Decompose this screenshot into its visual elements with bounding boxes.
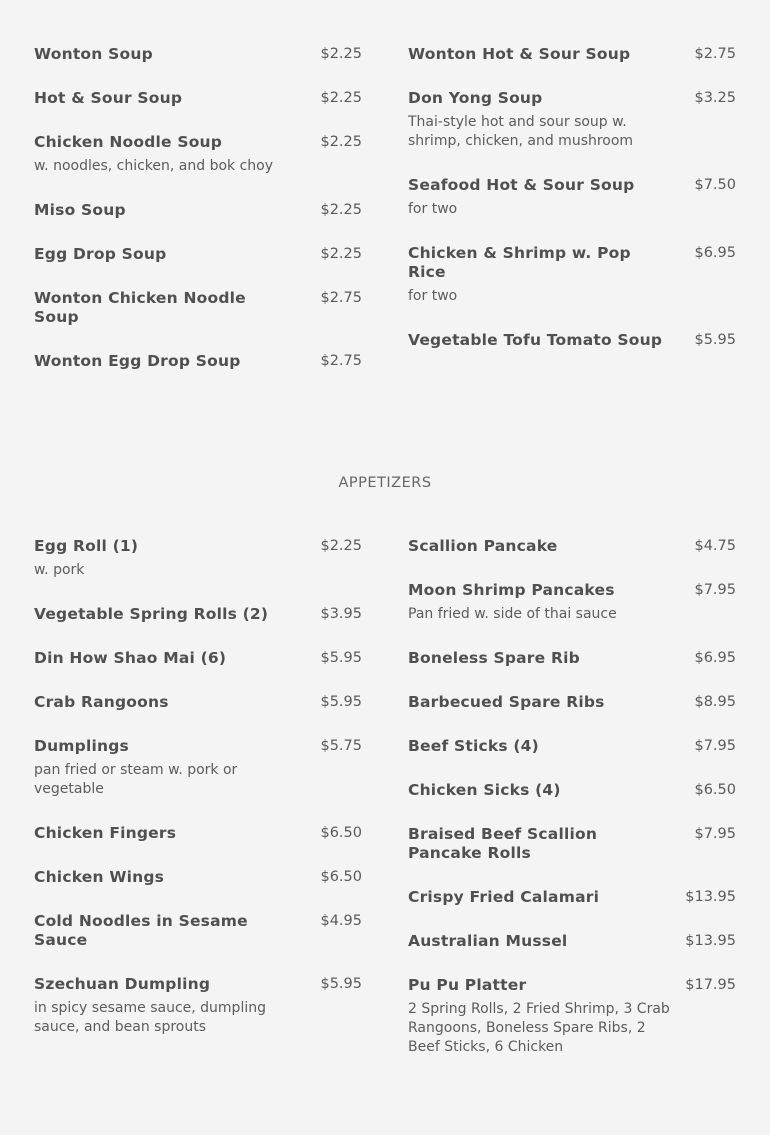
menu-item-header — [34, 45, 362, 64]
menu-item-price: $5.95 — [320, 976, 362, 992]
menu-item-description: in spicy sesame sauce, dumpling sauce, and bean sprouts — [34, 1000, 266, 1035]
menu-item-name-text: Chicken Wings — [34, 868, 165, 886]
menu-item-header — [34, 649, 362, 668]
menu-item-name — [408, 581, 615, 600]
soups-right-column — [408, 45, 736, 396]
menu-item-name-text: Braised Beef Scallion Pancake Rolls — [408, 825, 598, 862]
menu-item-price: $7.50 — [694, 177, 736, 193]
menu-item-header — [408, 976, 736, 995]
menu-item-name-text: Crab Rangoons — [34, 693, 169, 711]
menu-item-description: Pan fried w. side of thai sauce — [408, 606, 617, 622]
menu-item-price: $17.95 — [685, 977, 736, 993]
menu-item-header — [34, 912, 362, 950]
menu-item — [408, 649, 736, 668]
menu-item — [408, 537, 736, 556]
menu-item-header — [408, 693, 736, 712]
menu-item-price: $7.95 — [694, 582, 736, 598]
menu-item — [34, 605, 362, 624]
menu-item-header — [34, 737, 362, 756]
menu-item-name-text: Pu Pu Platter — [408, 976, 527, 994]
menu-item-name-text: Dumplings — [34, 737, 129, 755]
appetizers-right-column — [408, 537, 736, 1082]
menu-item-description: pan fried or steam w. pork or vegetable — [34, 762, 238, 797]
menu-item-name-text: Chicken Sicks (4) — [408, 781, 561, 799]
menu-item-name-text: Egg Roll (1) — [34, 537, 139, 555]
menu-item-name — [34, 693, 169, 712]
menu-item-name-text: Vegetable Tofu Tomato Soup — [408, 331, 663, 349]
menu-item-name — [34, 289, 296, 327]
menu-item — [408, 244, 736, 306]
menu-item-name-text: Hot & Sour Soup — [34, 89, 183, 107]
menu-item-price: $2.75 — [694, 46, 736, 62]
menu-item — [34, 289, 362, 327]
menu-item-name — [408, 825, 670, 863]
menu-item-name — [408, 176, 638, 195]
menu-item-description: w. noodles, chicken, and bok choy — [34, 158, 274, 174]
menu-item — [408, 932, 736, 951]
menu-item — [34, 737, 362, 799]
menu-item-description: for two — [408, 288, 458, 304]
menu-item-price: $2.25 — [320, 134, 362, 150]
menu-item-name — [408, 537, 558, 556]
menu-item-price: $2.25 — [320, 538, 362, 554]
menu-item — [34, 649, 362, 668]
menu-item-name — [34, 868, 164, 887]
menu-item-header — [34, 693, 362, 712]
menu-item-description: 2 Spring Rolls, 2 Fried Shrimp, 3 Crab Rangoons, Boneless Spare Ribs, 2 Beef Sticks, 6 Chicken — [408, 1001, 670, 1055]
menu-item-price: $6.50 — [320, 869, 362, 885]
appetizers-left-column — [34, 537, 362, 1082]
menu-item-name — [34, 537, 138, 556]
menu-item-name — [408, 89, 546, 108]
menu-item-price: $4.95 — [320, 913, 362, 929]
menu-item-price: $4.75 — [694, 538, 736, 554]
menu-item-name-text: Boneless Spare Rib — [408, 649, 580, 667]
menu-item-name — [34, 245, 166, 264]
menu-item-price: $7.95 — [694, 738, 736, 754]
menu-item-name-text: Barbecued Spare Ribs — [408, 693, 605, 711]
menu-item-price: $5.95 — [320, 694, 362, 710]
menu-item — [34, 912, 362, 950]
menu-item-price: $7.95 — [694, 826, 736, 842]
menu-item-name — [34, 824, 176, 843]
menu-item-price: $6.95 — [694, 245, 736, 261]
menu-item-name-text: Chicken Fingers — [34, 824, 177, 842]
menu-item-price: $2.25 — [320, 202, 362, 218]
menu-item — [408, 781, 736, 800]
menu-item-name-text: Chicken & Shrimp w. Pop Rice — [408, 244, 631, 281]
menu-item-name — [34, 352, 240, 371]
menu-item-name — [34, 975, 214, 994]
menu-item-name-text: Seafood Hot & Sour Soup — [408, 176, 635, 194]
menu-item-name — [34, 89, 186, 108]
menu-item — [408, 176, 736, 219]
menu-item-header — [34, 605, 362, 624]
menu-item — [408, 45, 736, 64]
menu-item-price: $2.25 — [320, 46, 362, 62]
menu-item — [34, 201, 362, 220]
appetizers-section — [0, 473, 770, 1082]
menu-item — [34, 45, 362, 64]
menu-item-price: $3.25 — [694, 90, 736, 106]
menu-item-header — [34, 245, 362, 264]
menu-item-header — [408, 581, 736, 600]
menu-item — [408, 888, 736, 907]
menu-item-price: $8.95 — [694, 694, 736, 710]
menu-item — [34, 245, 362, 264]
menu-item-name-text: Wonton Egg Drop Soup — [34, 352, 241, 370]
menu-item — [408, 89, 736, 151]
menu-item-name — [408, 331, 662, 350]
menu-item-header — [34, 89, 362, 108]
menu-item-name — [408, 976, 526, 995]
menu-item-header — [408, 932, 736, 951]
menu-item-price: $6.50 — [694, 782, 736, 798]
menu-item-name-text: Cold Noodles in Sesame Sauce — [34, 912, 248, 949]
soups-left-column — [34, 45, 362, 396]
menu-item — [34, 537, 362, 580]
menu-item — [34, 133, 362, 176]
menu-item — [34, 975, 362, 1037]
menu-item-name — [408, 649, 580, 668]
section-title-appetizers: APPETIZERS — [338, 475, 432, 491]
menu-item — [408, 693, 736, 712]
menu-item-name-text: Wonton Hot & Sour Soup — [408, 45, 631, 63]
menu-item-name-text: Miso Soup — [34, 201, 126, 219]
menu-item-header — [34, 824, 362, 843]
menu-item — [408, 825, 736, 863]
soups-columns — [0, 45, 770, 396]
menu-item-header — [408, 737, 736, 756]
menu-item-name-text: Australian Mussel — [408, 932, 568, 950]
menu-item-header — [408, 649, 736, 668]
menu-item — [34, 693, 362, 712]
menu-item-name — [34, 133, 222, 152]
menu-item-header — [408, 331, 736, 350]
menu-item-name — [34, 649, 226, 668]
menu-item-header — [408, 176, 736, 195]
menu-item-description: for two — [408, 201, 458, 217]
menu-item-header — [34, 352, 362, 371]
menu-item-name-text: Moon Shrimp Pancakes — [408, 581, 615, 599]
menu-item-price: $2.25 — [320, 246, 362, 262]
menu-item-name — [34, 737, 129, 756]
menu-item-name — [408, 45, 634, 64]
menu-item-name — [34, 201, 126, 220]
menu-item-header — [34, 975, 362, 994]
menu-item-price: $13.95 — [685, 933, 736, 949]
menu-item-header — [408, 888, 736, 907]
menu-item-price: $6.50 — [320, 825, 362, 841]
menu-item-name-text: Szechuan Dumpling — [34, 975, 211, 993]
soups-section — [0, 0, 770, 396]
menu-item-header — [408, 781, 736, 800]
menu-item-name — [408, 888, 603, 907]
menu-item — [408, 976, 736, 1057]
menu-item-name — [408, 693, 605, 712]
menu-item-price: $3.95 — [320, 606, 362, 622]
menu-item-name-text: Din How Shao Mai (6) — [34, 649, 227, 667]
menu-item — [34, 352, 362, 371]
menu-item-name-text: Crispy Fried Calamari — [408, 888, 600, 906]
menu-item-name — [408, 737, 539, 756]
menu-item-price: $13.95 — [685, 889, 736, 905]
menu-item-name — [408, 932, 571, 951]
menu-item-price: $2.75 — [320, 290, 362, 306]
menu-item-name-text: Wonton Chicken Noodle Soup — [34, 289, 246, 326]
menu-item-name — [34, 912, 296, 950]
menu-item-price: $2.75 — [320, 353, 362, 369]
menu-item-header — [34, 868, 362, 887]
menu-item-name — [408, 244, 670, 282]
menu-item-name-text: Scallion Pancake — [408, 537, 558, 555]
menu-item — [408, 737, 736, 756]
menu-item-description: Thai-style hot and sour soup w. shrimp, chicken, and mushroom — [408, 114, 634, 149]
menu-item-description: w. pork — [34, 562, 85, 578]
menu-item-price: $6.95 — [694, 650, 736, 666]
menu-item-header — [408, 537, 736, 556]
menu-item-name-text: Beef Sticks (4) — [408, 737, 539, 755]
menu-item-price: $5.75 — [320, 738, 362, 754]
menu-item-header — [408, 244, 736, 282]
menu-item-header — [34, 133, 362, 152]
menu-item-header — [408, 45, 736, 64]
menu-item-name-text: Egg Drop Soup — [34, 245, 167, 263]
menu-item-price: $5.95 — [320, 650, 362, 666]
menu-item-header — [34, 201, 362, 220]
menu-item-header — [408, 825, 736, 863]
menu-item-name — [408, 781, 561, 800]
menu-item-price: $5.95 — [694, 332, 736, 348]
menu-item-header — [34, 537, 362, 556]
menu-item — [408, 331, 736, 350]
menu-item — [408, 581, 736, 624]
menu-item — [34, 824, 362, 843]
menu-item-name-text: Vegetable Spring Rolls (2) — [34, 605, 269, 623]
menu-item-price: $2.25 — [320, 90, 362, 106]
menu-item-header — [408, 89, 736, 108]
menu-item-name-text: Wonton Soup — [34, 45, 153, 63]
appetizers-columns — [0, 537, 770, 1082]
menu-item — [34, 868, 362, 887]
menu-item — [34, 89, 362, 108]
menu-item-name — [34, 605, 268, 624]
menu-item-name — [34, 45, 153, 64]
menu-item-name-text: Chicken Noodle Soup — [34, 133, 223, 151]
menu-item-name-text: Don Yong Soup — [408, 89, 543, 107]
menu-item-header — [34, 289, 362, 327]
